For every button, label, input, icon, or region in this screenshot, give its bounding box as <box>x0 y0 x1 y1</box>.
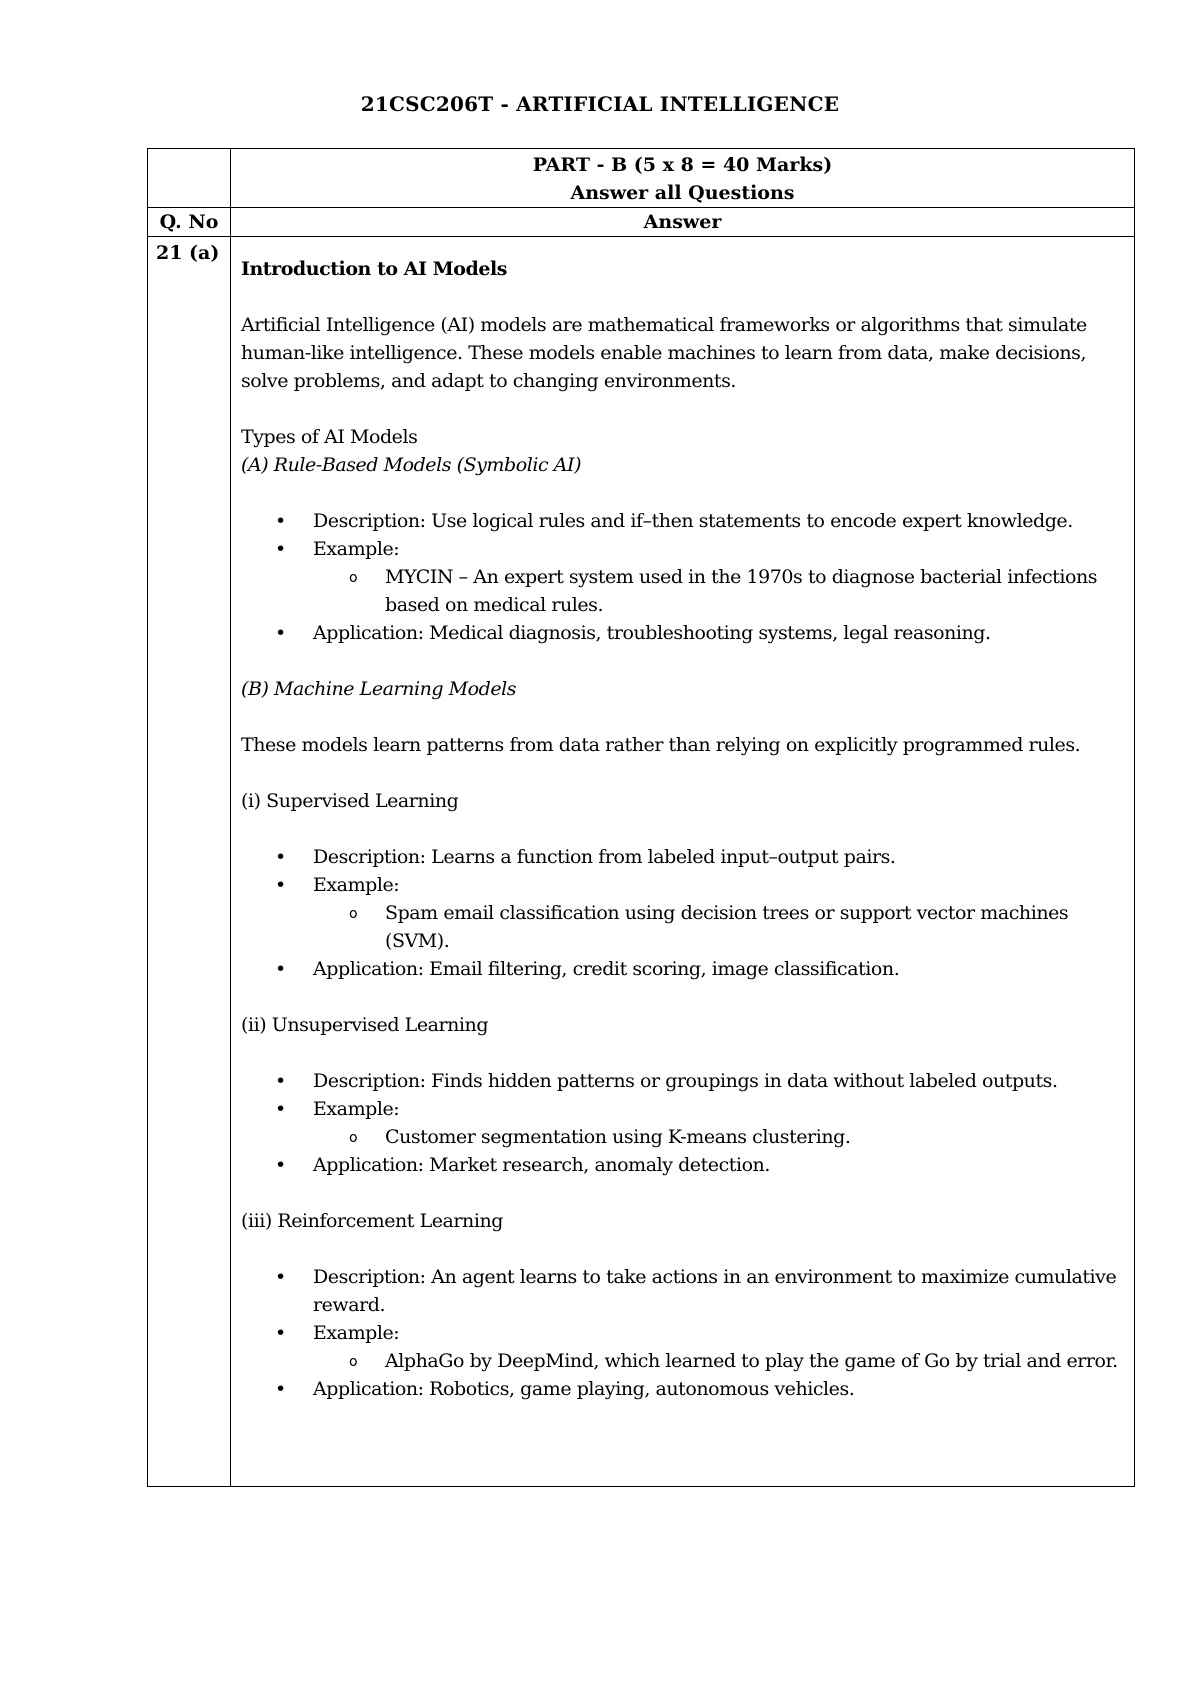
supervised-list <box>241 843 1124 983</box>
list-item <box>241 871 1124 955</box>
list-item: • Application: Medical diagnosis, troubleshooting systems, legal reasoning. <box>241 619 1124 647</box>
reinforcement-list <box>241 1263 1124 1403</box>
sub-list-item: o Customer segmentation using K-means clustering. <box>313 1123 1124 1151</box>
example-label: Example: <box>313 1098 400 1120</box>
list-item: • Description: An agent learns to take actions in an environment to maximize cumulative reward. <box>241 1263 1124 1319</box>
sub-list <box>313 899 1124 955</box>
sub-list <box>313 563 1124 619</box>
column-header-qno: Q. No <box>148 208 231 237</box>
sub-list-item: o Spam email classification using decision trees or support vector machines (SVM). <box>313 899 1124 955</box>
answer-intro-paragraph: Artificial Intelligence (AI) models are mathematical frameworks or algorithms that simulate human-like intelligence. These models enable machines to learn from data, make decisions, solve problems, and adapt to changing environments. <box>241 314 1087 392</box>
example-label: Example: <box>313 1322 400 1344</box>
unsupervised-title: (ii) Unsupervised Learning <box>241 1014 489 1036</box>
part-header: PART - B (5 x 8 = 40 Marks) <box>532 154 833 176</box>
unsupervised-list <box>241 1067 1124 1179</box>
types-heading: Types of AI Models <box>241 426 418 448</box>
list-item <box>241 1095 1124 1151</box>
sub-list-item: o MYCIN – An expert system used in the 1970s to diagnose bacterial infections based on medical rules. <box>313 563 1124 619</box>
answer-cell <box>231 237 1135 1487</box>
column-header-answer: Answer <box>231 208 1135 237</box>
ml-intro: These models learn patterns from data rather than relying on explicitly programmed rules. <box>241 734 1081 756</box>
list-item <box>241 535 1124 619</box>
list-item <box>241 1319 1124 1375</box>
list-item: • Application: Market research, anomaly detection. <box>241 1151 1124 1179</box>
document-title: 21CSC206T - ARTIFICIAL INTELLIGENCE <box>360 92 840 116</box>
sub-list-item: o AlphaGo by DeepMind, which learned to play the game of Go by trial and error. <box>313 1347 1124 1375</box>
answer-table <box>147 148 1135 1487</box>
example-label: Example: <box>313 538 400 560</box>
example-label: Example: <box>313 874 400 896</box>
list-item: • Description: Use logical rules and if–then statements to encode expert knowledge. <box>241 507 1124 535</box>
reinforcement-title: (iii) Reinforcement Learning <box>241 1210 503 1232</box>
header-blank-cell <box>148 149 231 208</box>
part-header-cell <box>231 149 1135 208</box>
list-item: • Description: Learns a function from labeled input–output pairs. <box>241 843 1124 871</box>
sub-list <box>313 1347 1124 1375</box>
list-item: • Description: Finds hidden patterns or groupings in data without labeled outputs. <box>241 1067 1124 1095</box>
ml-title: (B) Machine Learning Models <box>241 678 517 700</box>
rule-based-list <box>241 507 1124 647</box>
part-instruction: Answer all Questions <box>570 182 795 204</box>
list-item: • Application: Email filtering, credit scoring, image classification. <box>241 955 1124 983</box>
supervised-title: (i) Supervised Learning <box>241 790 459 812</box>
sub-list <box>313 1123 1124 1151</box>
answer-heading: Introduction to AI Models <box>241 258 507 280</box>
rule-based-title: (A) Rule-Based Models (Symbolic AI) <box>241 454 582 476</box>
list-item: • Application: Robotics, game playing, autonomous vehicles. <box>241 1375 1124 1403</box>
question-number: 21 (a) <box>148 237 231 1487</box>
